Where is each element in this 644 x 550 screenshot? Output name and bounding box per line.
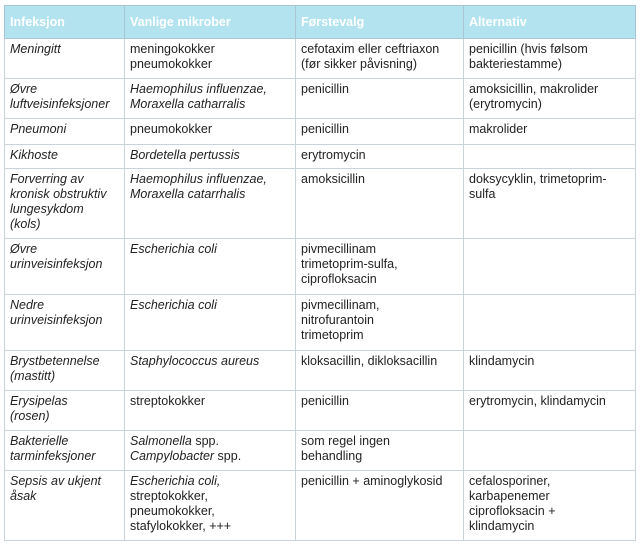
microbe-name: Escherichia coli, (130, 474, 221, 488)
cell-microbes (125, 169, 296, 239)
alternative-line: klindamycin (469, 519, 535, 533)
microbe-name: Moraxella catharralis (130, 97, 246, 111)
first-choice-line: ciprofloksacin (301, 272, 377, 286)
infection-line: Øvre (10, 82, 38, 96)
microbe-line (130, 82, 291, 97)
table-row (5, 471, 636, 541)
cell-infection (5, 351, 125, 391)
alternative-line: cefalosporiner, (469, 474, 551, 488)
alternative-line: (erytromycin) (469, 97, 542, 111)
cell-first-choice (296, 471, 464, 541)
infection-line: Øvre (10, 242, 38, 256)
microbe-line (130, 97, 291, 112)
microbe-name: Escherichia coli (130, 242, 217, 256)
cell-first-choice (296, 431, 464, 471)
microbe-line (130, 172, 291, 187)
antibiotics-table (4, 5, 636, 541)
first-choice-line: trimetoprim (301, 328, 364, 342)
table-row (5, 119, 636, 145)
cell-microbes (125, 351, 296, 391)
cell-first-choice (296, 39, 464, 79)
cell-microbes (125, 239, 296, 295)
cell-alternative (464, 295, 636, 351)
cell-first-choice (296, 351, 464, 391)
microbe-name: Haemophilus influenzae, (130, 172, 267, 186)
cell-microbes (125, 471, 296, 541)
microbe-name: meningokokker (130, 42, 215, 56)
cell-first-choice (296, 295, 464, 351)
microbe-line (130, 519, 291, 534)
first-choice-line: pivmecillinam, (301, 298, 380, 312)
infection-line: tarminfeksjoner (10, 449, 96, 463)
alternative-line: doksycyklin, trimetoprim- (469, 172, 607, 186)
first-choice-line: amoksicillin (301, 172, 365, 186)
microbe-name: Escherichia coli (130, 298, 217, 312)
first-choice-line: penicillin (301, 122, 349, 136)
table-row (5, 169, 636, 239)
infection-line: (kols) (10, 217, 41, 231)
microbe-line (130, 148, 291, 163)
header-alternative: Alternativ (464, 6, 636, 39)
infection-line: Kikhoste (10, 148, 58, 162)
microbe-name: pneumokokker (130, 57, 212, 71)
microbe-name: Campylobacter (130, 449, 215, 463)
microbe-name: streptokokker, (130, 489, 208, 503)
cell-first-choice (296, 119, 464, 145)
microbe-name: stafylokokker, +++ (130, 519, 232, 533)
first-choice-line: cefotaxim eller ceftriaxon (301, 42, 440, 56)
infection-line: Forverring av (10, 172, 84, 186)
header-infection: Infeksjon (5, 6, 125, 39)
header-first-choice: Førstevalg (296, 6, 464, 39)
cell-infection (5, 471, 125, 541)
cell-microbes (125, 391, 296, 431)
header-microbes: Vanlige mikrober (125, 6, 296, 39)
microbe-name: Haemophilus influenzae, (130, 82, 267, 96)
cell-alternative (464, 39, 636, 79)
first-choice-line: penicillin + aminoglykosid (301, 474, 443, 488)
cell-first-choice (296, 391, 464, 431)
cell-infection (5, 169, 125, 239)
cell-first-choice (296, 145, 464, 169)
microbe-line (130, 394, 291, 409)
infection-line: luftveisinfeksjoner (10, 97, 110, 111)
cell-infection (5, 239, 125, 295)
table-row (5, 79, 636, 119)
cell-infection (5, 295, 125, 351)
cell-microbes (125, 119, 296, 145)
cell-alternative (464, 119, 636, 145)
table-row (5, 145, 636, 169)
cell-alternative (464, 391, 636, 431)
infection-line: Meningitt (10, 42, 61, 56)
microbe-line (130, 504, 291, 519)
microbe-line (130, 489, 291, 504)
cell-alternative (464, 239, 636, 295)
infection-line: (rosen) (10, 409, 50, 423)
first-choice-line: som regel ingen (301, 434, 390, 448)
infection-line: kronisk obstruktiv (10, 187, 107, 201)
microbe-name: pneumokokker, (130, 504, 215, 518)
microbe-name: Salmonella (130, 434, 192, 448)
alternative-line: sulfa (469, 187, 496, 201)
infection-line: Brystbetennelse (10, 354, 100, 368)
cell-microbes (125, 39, 296, 79)
first-choice-line: pivmecillinam (301, 242, 377, 256)
infection-line: urinveisinfeksjon (10, 257, 103, 271)
cell-microbes (125, 79, 296, 119)
cell-alternative (464, 351, 636, 391)
alternative-line: penicillin (hvis følsom (469, 42, 588, 56)
infection-line: Erysipelas (10, 394, 68, 408)
microbe-line (130, 354, 291, 369)
table-row (5, 39, 636, 79)
cell-infection (5, 119, 125, 145)
microbe-line (130, 187, 291, 202)
cell-first-choice (296, 169, 464, 239)
infection-line: Sepsis av ukjent (10, 474, 102, 488)
alternative-line: bakteriestamme) (469, 57, 563, 71)
infection-line: urinveisinfeksjon (10, 313, 103, 327)
header-row (5, 6, 636, 39)
alternative-line: erytromycin, klindamycin (469, 394, 606, 408)
alternative-line: klindamycin (469, 354, 535, 368)
table-row (5, 295, 636, 351)
microbe-line (130, 474, 291, 489)
first-choice-line: behandling (301, 449, 363, 463)
microbe-line (130, 42, 291, 57)
first-choice-line: penicillin (301, 82, 349, 96)
cell-alternative (464, 471, 636, 541)
alternative-line: makrolider (469, 122, 528, 136)
cell-alternative (464, 431, 636, 471)
table-row (5, 391, 636, 431)
cell-microbes (125, 145, 296, 169)
first-choice-line: kloksacillin, dikloksacillin (301, 354, 438, 368)
cell-microbes (125, 295, 296, 351)
microbe-name: pneumokokker (130, 122, 212, 136)
cell-first-choice (296, 79, 464, 119)
cell-alternative (464, 145, 636, 169)
cell-alternative (464, 79, 636, 119)
microbe-line (130, 242, 291, 257)
first-choice-line: nitrofurantoin (301, 313, 374, 327)
cell-microbes (125, 431, 296, 471)
cell-infection (5, 39, 125, 79)
alternative-line: amoksicillin, makrolider (469, 82, 599, 96)
table-row (5, 431, 636, 471)
table-row (5, 239, 636, 295)
table-row (5, 351, 636, 391)
first-choice-line: penicillin (301, 394, 349, 408)
cell-alternative (464, 169, 636, 239)
cell-infection (5, 79, 125, 119)
microbe-name: Staphylococcus aureus (130, 354, 260, 368)
first-choice-line: trimetoprim-sulfa, (301, 257, 398, 271)
cell-first-choice (296, 239, 464, 295)
alternative-line: karbapenemer (469, 489, 550, 503)
cell-infection (5, 145, 125, 169)
cell-infection (5, 391, 125, 431)
infection-line: Nedre (10, 298, 45, 312)
infection-line: åsak (10, 489, 37, 503)
first-choice-line: erytromycin (301, 148, 366, 162)
microbe-suffix: spp. (191, 434, 219, 448)
microbe-line (130, 298, 291, 313)
microbe-suffix: spp. (214, 449, 242, 463)
infection-line: Pneumoni (10, 122, 67, 136)
infection-line: lungesykdom (10, 202, 84, 216)
microbe-name: streptokokker (130, 394, 206, 408)
infection-line: (mastitt) (10, 369, 56, 383)
microbe-line (130, 122, 291, 137)
microbe-name: Moraxella catarrhalis (130, 187, 246, 201)
infection-line: Bakterielle (10, 434, 69, 448)
alternative-line: ciprofloksacin + (469, 504, 556, 518)
cell-infection (5, 431, 125, 471)
microbe-name: Bordetella pertussis (130, 148, 240, 162)
first-choice-line: (før sikker påvisning) (301, 57, 417, 71)
microbe-line (130, 57, 291, 72)
microbe-line (130, 449, 291, 464)
microbe-line (130, 434, 291, 449)
